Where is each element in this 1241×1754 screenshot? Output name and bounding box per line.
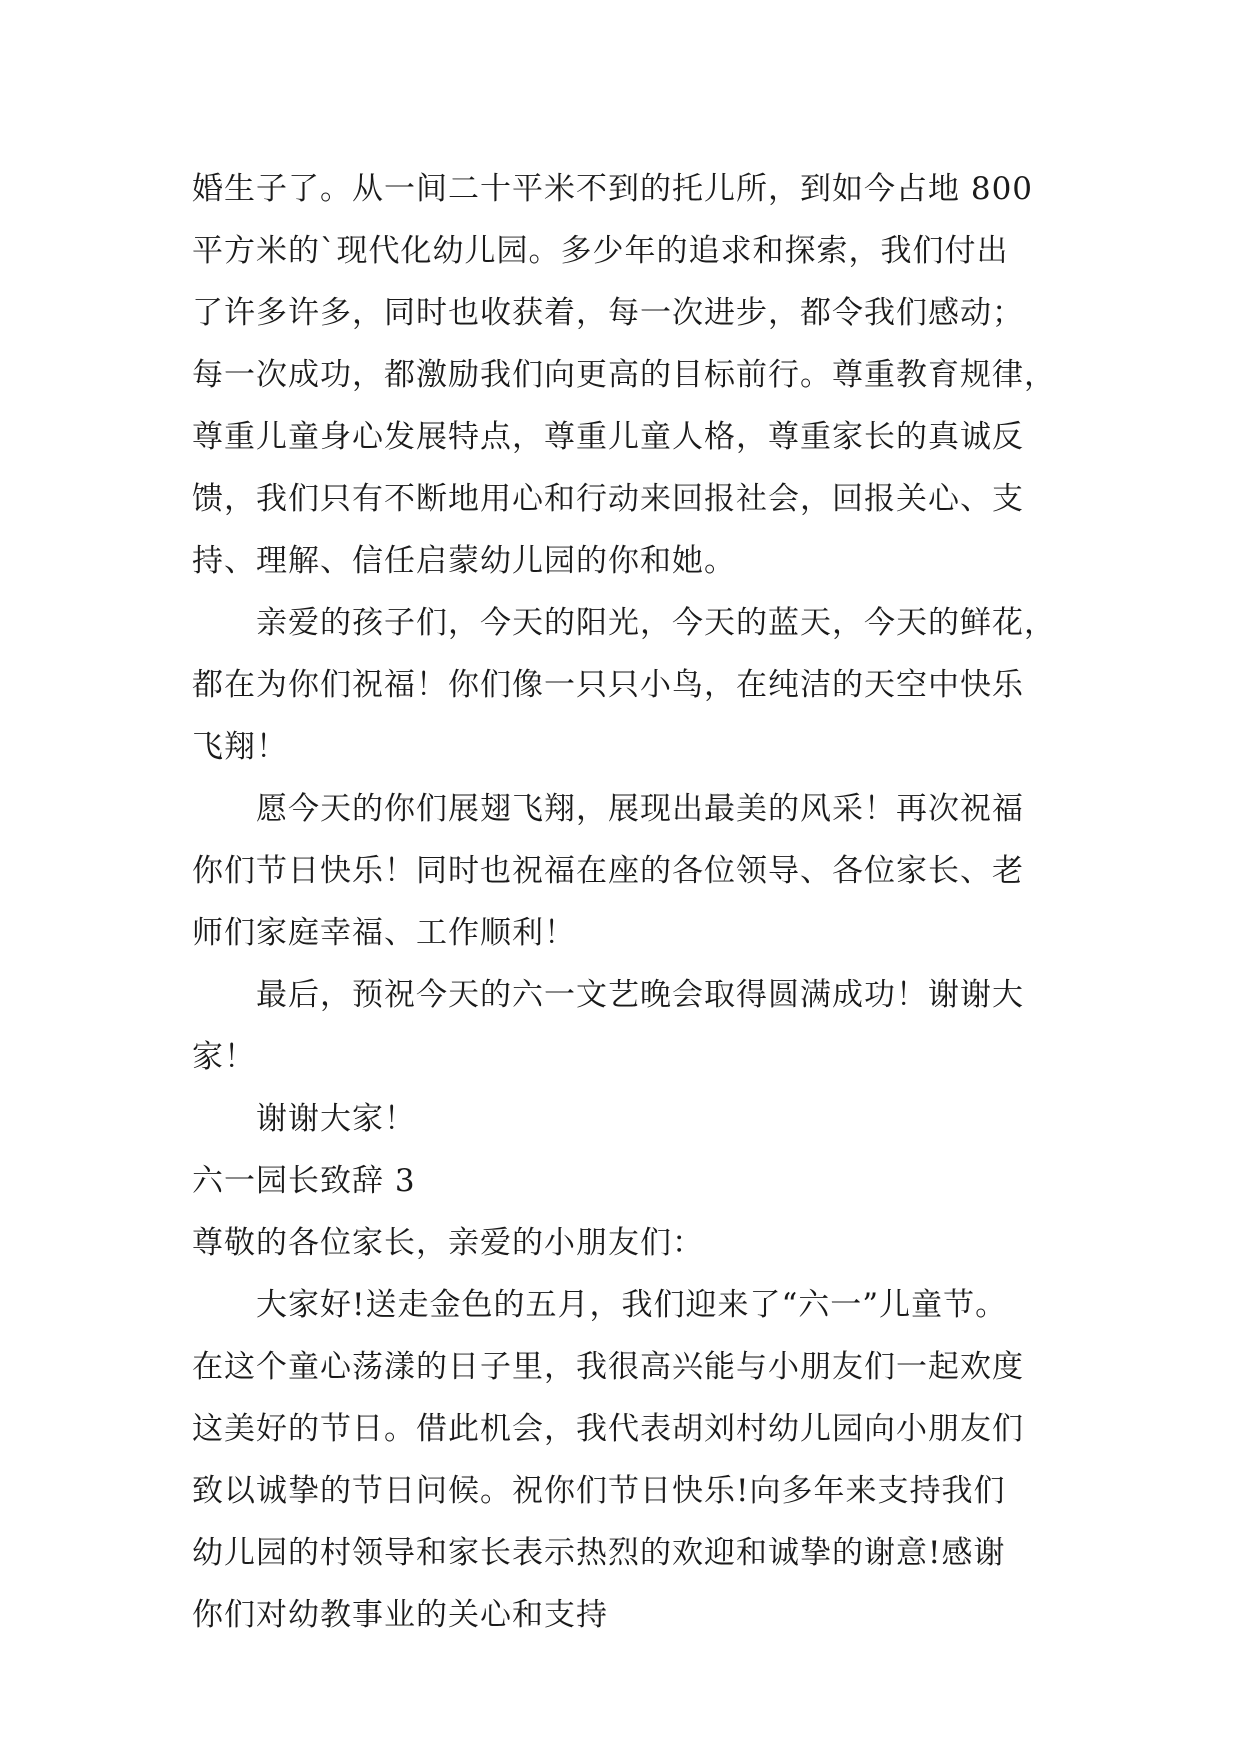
text-line: 婚生子了。从一间二十平米不到的托儿所，到如今占地 800 <box>192 171 1034 207</box>
text-line: 在这个童心荡漾的日子里，我很高兴能与小朋友们一起欢度 <box>192 1349 1024 1385</box>
text-line: 飞翔！ <box>192 729 288 765</box>
text-line: 你们对幼教事业的关心和支持 <box>192 1597 608 1633</box>
text-line: 馈，我们只有不断地用心和行动来回报社会，回报关心、支 <box>192 481 1024 517</box>
text-line: 你们节日快乐！同时也祝福在座的各位领导、各位家长、老 <box>192 853 1024 889</box>
paragraph-start-line: 亲爱的孩子们，今天的阳光，今天的蓝天，今天的鲜花， <box>256 605 1056 641</box>
paragraph-start-line: 谢谢大家！ <box>256 1101 416 1137</box>
text-line: 师们家庭幸福、工作顺利！ <box>192 915 576 951</box>
text-line: 每一次成功，都激励我们向更高的目标前行。尊重教育规律， <box>192 357 1056 393</box>
text-line: 都在为你们祝福！你们像一只只小鸟，在纯洁的天空中快乐 <box>192 667 1024 703</box>
text-line: 持、理解、信任启蒙幼儿园的你和她。 <box>192 543 736 579</box>
paragraph-start-line: 大家好!送走金色的五月，我们迎来了“六一”儿童节。 <box>256 1287 1008 1323</box>
text-line: 了许多许多，同时也收获着，每一次进步，都令我们感动； <box>192 295 1024 331</box>
text-line: 这美好的节日。借此机会，我代表胡刘村幼儿园向小朋友们 <box>192 1411 1024 1447</box>
text-line: 平方米的`现代化幼儿园。多少年的追求和探索，我们付出 <box>192 233 1009 269</box>
document-body <box>192 158 1092 1646</box>
paragraph-start-line: 愿今天的你们展翅飞翔，展现出最美的风采！再次祝福 <box>256 791 1024 827</box>
text-line: 幼儿园的村领导和家长表示热烈的欢迎和诚挚的谢意!感谢 <box>192 1535 1006 1571</box>
text-line: 家！ <box>192 1039 256 1075</box>
text-line: 致以诚挚的节日问候。祝你们节日快乐!向多年来支持我们 <box>192 1473 1006 1509</box>
paragraph-start-line: 最后，预祝今天的六一文艺晚会取得圆满成功！谢谢大 <box>256 977 1024 1013</box>
text-line: 尊重儿童身心发展特点，尊重儿童人格，尊重家长的真诚反 <box>192 419 1024 455</box>
section-heading: 六一园长致辞 3 <box>192 1163 416 1199</box>
salutation-line: 尊敬的各位家长，亲爱的小朋友们： <box>192 1225 704 1261</box>
